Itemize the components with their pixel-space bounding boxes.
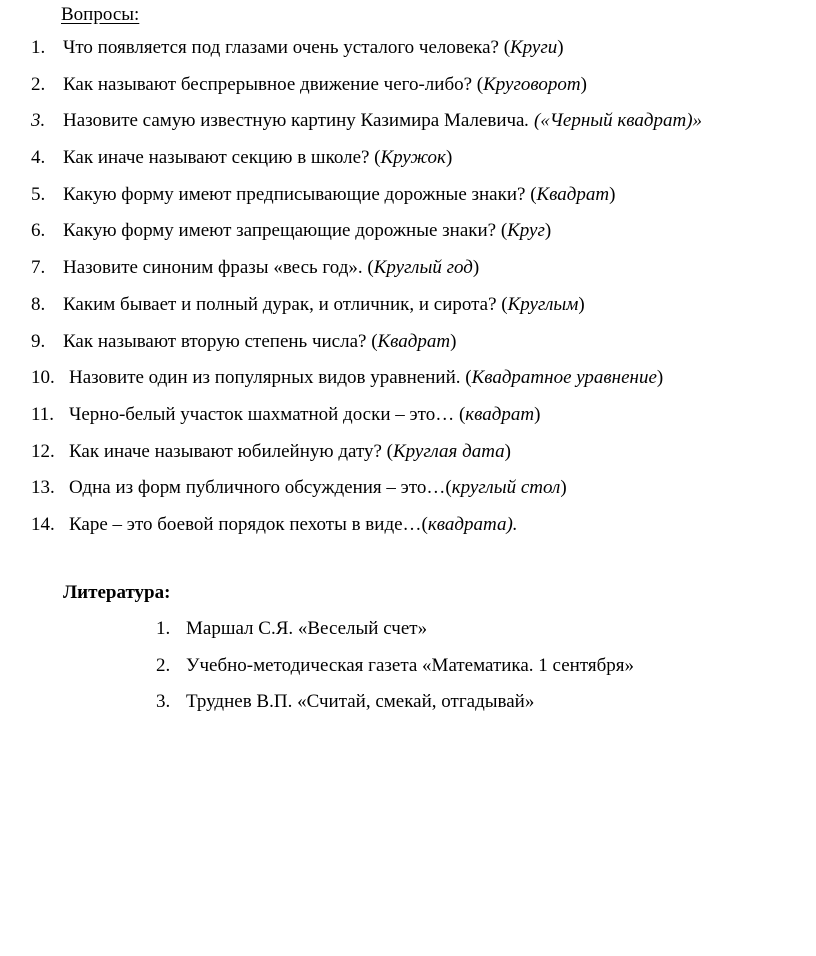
question-answer: Круглым <box>507 293 579 315</box>
question-text-line <box>69 513 518 537</box>
question-tail: ) <box>445 147 453 169</box>
question-answer: Квадратное уравнение <box>471 367 657 389</box>
question-number: 13. <box>31 477 55 499</box>
question-text: Как иначе называют секцию в школе? ( <box>63 147 381 169</box>
question-number: 10. <box>31 367 55 389</box>
question-number: 8. <box>31 293 46 315</box>
literature-text: Труднев В.П. «Считай, смекай, отгадывай» <box>186 691 535 712</box>
question-answer: . («Черный квадрат)» <box>524 110 703 132</box>
question-answer: квадрата) <box>427 513 513 535</box>
question-tail: ) <box>544 220 552 242</box>
question-answer: Квадрат <box>377 330 451 352</box>
question-tail: ) <box>578 293 585 315</box>
question-number: 1. <box>31 37 46 58</box>
question-number: 5. <box>31 183 46 205</box>
question-answer: квадрат <box>465 403 535 425</box>
question-text-line <box>69 403 540 427</box>
question-text: Назовите один из популярных видов уравнений. ( <box>69 367 472 389</box>
question-number: 12. <box>31 440 55 462</box>
question-tail: ) <box>656 367 664 389</box>
question-text: Какую форму имеют предписывающие дорожные знаки? ( <box>63 183 537 205</box>
question-answer: Круговорот <box>483 73 581 95</box>
question-number: 11. <box>31 403 55 425</box>
question-number: 6. <box>31 220 46 242</box>
literature-number: 3. <box>156 691 171 712</box>
question-text: Каким бывает и полный дурак, и отличник, и сирота? ( <box>63 293 508 315</box>
question-text-line <box>63 330 456 354</box>
literature-heading: Литература: <box>63 582 171 603</box>
question-answer: Круги <box>510 37 558 58</box>
question-answer: Квадрат <box>536 183 610 205</box>
question-text-line <box>63 256 479 280</box>
question-text-line <box>63 109 702 133</box>
question-text-line <box>63 219 551 243</box>
question-tail: ) <box>534 403 541 425</box>
question-text: Как иначе называют юбилейную дату? ( <box>69 440 394 462</box>
question-number: 7. <box>31 257 46 279</box>
question-answer: Кружок <box>380 147 446 169</box>
question-tail: ) <box>557 37 564 58</box>
questions-heading: Вопросы: <box>61 4 140 25</box>
question-answer: круглый стол <box>451 477 561 499</box>
question-text-line <box>63 293 585 317</box>
question-answer: Круг <box>507 220 545 242</box>
literature-number: 2. <box>156 654 171 676</box>
question-answer: Круглый год <box>373 257 473 279</box>
literature-number: 1. <box>156 618 171 639</box>
question-number: 2. <box>31 73 46 95</box>
question-tail: ) <box>472 257 480 279</box>
question-text: Каре – это боевой порядок пехоты в виде…( <box>69 513 428 535</box>
question-number: 4. <box>31 147 46 169</box>
question-text: Что появляется под глазами очень усталого человека? ( <box>63 37 511 58</box>
question-text: Одна из форм публичного обсуждения – это…( <box>69 477 452 499</box>
question-text-line <box>63 36 564 60</box>
question-number: 3. <box>31 110 46 132</box>
question-tail: ) <box>560 477 567 499</box>
question-text-line <box>69 366 663 390</box>
question-tail: ) <box>450 330 457 352</box>
question-text-line <box>63 183 615 207</box>
question-number: 14. <box>31 513 55 535</box>
question-tail: ) <box>504 440 511 462</box>
question-text-line <box>63 73 587 97</box>
question-tail: ) <box>580 73 587 95</box>
question-text: Какую форму имеют запрещающие дорожные знаки? ( <box>63 220 508 242</box>
question-tail: . <box>512 513 518 535</box>
question-text: Назовите синоним фразы «весь год». ( <box>63 257 374 279</box>
question-answer: Круглая дата <box>393 440 505 462</box>
question-text: Назовите самую известную картину Казимира Малевича <box>63 110 525 132</box>
literature-text: Учебно-методическая газета «Математика. 1 сентября» <box>186 654 635 676</box>
question-number: 9. <box>31 330 46 352</box>
question-text: Как называют беспрерывное движение чего-либо? ( <box>63 73 484 95</box>
question-tail: ) <box>609 183 616 205</box>
question-text: Черно-белый участок шахматной доски – это… ( <box>69 403 466 425</box>
question-text-line <box>63 146 452 170</box>
question-text-line <box>69 476 567 500</box>
question-text-line <box>69 440 511 464</box>
question-text: Как называют вторую степень числа? ( <box>63 330 378 352</box>
literature-text: Маршал С.Я. «Веселый счет» <box>186 618 428 639</box>
